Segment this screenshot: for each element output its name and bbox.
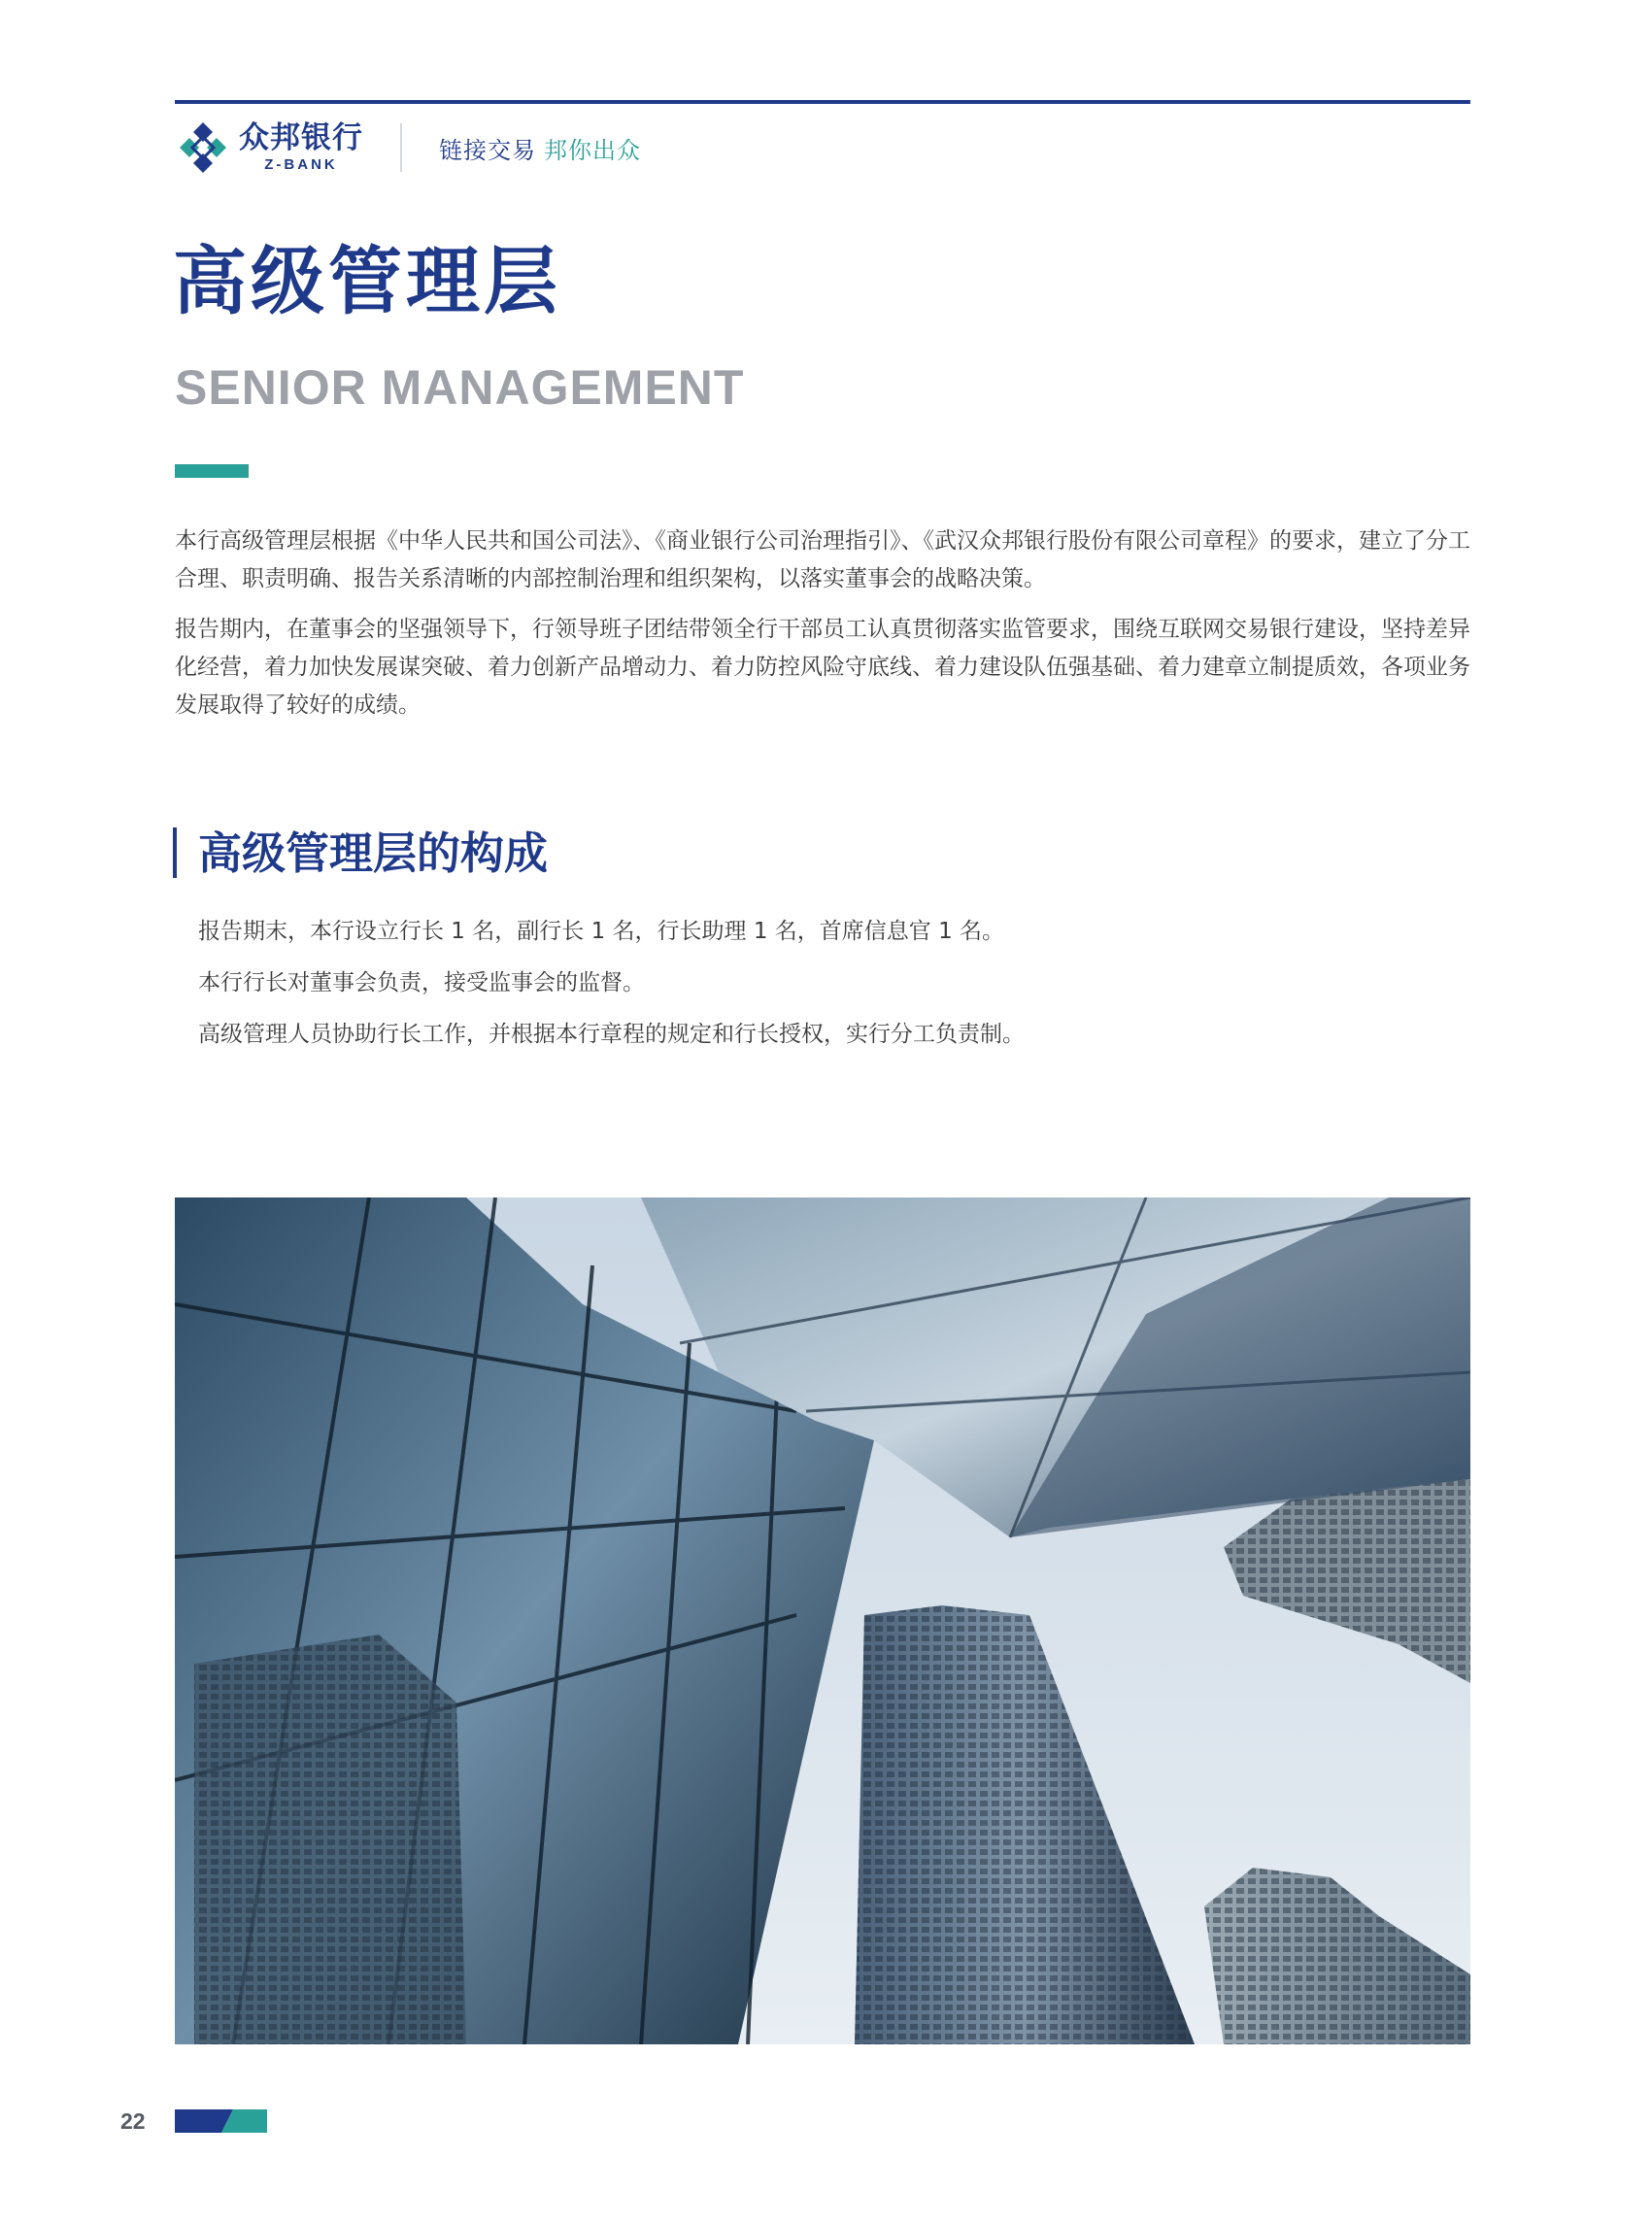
slogan: [439, 131, 641, 165]
intro-paragraph: 本行高级管理层根据《中华人民共和国公司法》、《商业银行公司治理指引》、《武汉众邦银行股份有限公司章程》的要求，建立了分工合理、职责明确、报告关系清晰的内部控制治理和组织架构，以落实董事会的战略决策。: [175, 528, 1470, 591]
intro-paragraph: 报告期内，在董事会的坚强领导下，行领导班子团结带领全行干部员工认真贯彻落实监管要求，围绕互联网交易银行建设，坚持差异化经营，着力加快发展谋突破、着力创新产品增动力、着力防控风险守底线、着力建设队伍强基础、着力建章立制提质效，各项业务发展取得了较好的成绩。: [175, 617, 1470, 718]
page-title: 高级管理层: [173, 238, 561, 324]
section-heading: [173, 827, 548, 878]
z-bank-logo-icon: [175, 119, 231, 176]
intro-section: [175, 523, 1470, 737]
slogan-accent: 邦你出众: [544, 136, 641, 164]
header: [175, 118, 641, 177]
logo-chinese-name: 众邦银行: [239, 120, 363, 155]
footer-accent-mark: [175, 2109, 267, 2133]
section-heading-bar: [173, 827, 177, 878]
bank-logo: [175, 119, 363, 176]
skyscraper-photo: [175, 1197, 1470, 2044]
composition-paragraph: 本行行长对董事会负责，接受监事会的监督。: [198, 970, 645, 995]
logo-english-name: Z-BANK: [264, 156, 338, 173]
top-rule: [175, 100, 1470, 104]
composition-paragraph: 报告期末，本行设立行长 1 名，副行长 1 名，行长助理 1 名，首席信息官 1 名。: [198, 919, 1005, 944]
header-divider: [400, 123, 402, 172]
page-number: 22: [120, 2108, 146, 2134]
slogan-main: 链接交易: [439, 136, 536, 164]
composition-section: [198, 913, 1461, 1067]
section-title: 高级管理层的构成: [198, 826, 549, 879]
page-subtitle: SENIOR MANAGEMENT: [175, 360, 745, 415]
title-accent-bar: [175, 464, 249, 478]
composition-paragraph: 高级管理人员协助行长工作，并根据本行章程的规定和行长授权，实行分工负责制。: [198, 1022, 1025, 1047]
